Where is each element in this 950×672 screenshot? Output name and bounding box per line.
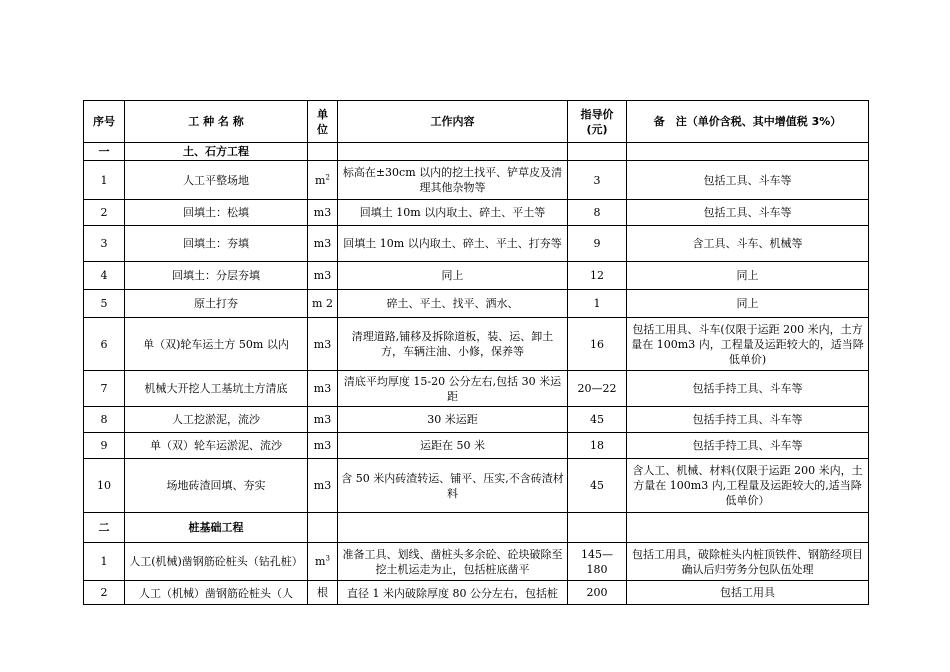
cell-name: 单（双)轮车运土方 50m 以内 [125, 318, 308, 371]
cell-name: 原土打夯 [125, 290, 308, 318]
cell-note: 含人工、机械、材料(仅限于运距 200 米内，土方量在 100m3 内,工程量及运距较大的,适当降低单价） [627, 459, 869, 513]
cell-name: 单（双）轮车运淤泥、流沙 [125, 433, 308, 459]
cell-seq: 4 [84, 262, 125, 290]
header-seq: 序号 [84, 101, 125, 143]
cell-note: 包括手持工具、斗车等 [627, 433, 869, 459]
cell-name: 人工（机械）凿钢筋砼桩头（人 [125, 581, 308, 605]
cell-content: 标高在±30cm 以内的挖土找平、铲草皮及清理其他杂物等 [338, 161, 568, 200]
table-row [84, 433, 869, 459]
section-num: 二 [84, 513, 125, 543]
table-row [84, 200, 869, 226]
section-title: 土、石方工程 [125, 143, 308, 161]
cell-name: 回填土：夯填 [125, 226, 308, 262]
cell-unit: m3 [308, 200, 338, 226]
cell-content: 直径 1 米内破除厚度 80 公分左右，包括桩 [338, 581, 568, 605]
table-row [84, 459, 869, 513]
cell-note: 含工具、斗车、机械等 [627, 226, 869, 262]
cell-unit: $m^3$ [308, 543, 338, 581]
cell-note: 包括工用具、斗车(仅限于运距 200 米内，土方量在 100m3 内，工程量及运距较大的，适当降低单价) [627, 318, 869, 371]
cell-content: 同上 [338, 262, 568, 290]
price-table-sheet [83, 100, 868, 605]
table-row [84, 318, 869, 371]
cell-note: 包括工具、斗车等 [627, 161, 869, 200]
cell-note: 包括工用具 [627, 581, 869, 605]
table-row [84, 543, 869, 581]
cell-name: 人工(机械)凿钢筋砼桩头（钻孔桩） [125, 543, 308, 581]
cell-unit: $m^2$ [308, 161, 338, 200]
cell-name: 人工平整场地 [125, 161, 308, 200]
cell-price: 145—180 [568, 543, 627, 581]
cell-note: 包括手持工具、斗车等 [627, 407, 869, 433]
cell-content: 30 米运距 [338, 407, 568, 433]
header-row [84, 101, 869, 143]
cell-price: 18 [568, 433, 627, 459]
cell-seq: 2 [84, 200, 125, 226]
cell-unit: m3 [308, 226, 338, 262]
table-row [84, 290, 869, 318]
cell-content: 回填土 10m 以内取土、碎土、平土、打夯等 [338, 226, 568, 262]
cell-unit: m3 [308, 371, 338, 407]
cell-seq: 5 [84, 290, 125, 318]
cell-price: 9 [568, 226, 627, 262]
table-row [84, 226, 869, 262]
cell-name: 回填土：分层夯填 [125, 262, 308, 290]
cell-price: 3 [568, 161, 627, 200]
cell-name: 场地砖渣回填、夯实 [125, 459, 308, 513]
cell-seq: 6 [84, 318, 125, 371]
cell-name: 人工挖淤泥，流沙 [125, 407, 308, 433]
cell-note: 包括手持工具、斗车等 [627, 371, 869, 407]
cell-seq: 2 [84, 581, 125, 605]
header-note: 备 注（单价含税、其中增值税 3%） [627, 101, 869, 143]
cell-price: 8 [568, 200, 627, 226]
cell-seq: 8 [84, 407, 125, 433]
cell-unit: m3 [308, 262, 338, 290]
cell-content: 回填土 10m 以内取土、碎土、平土等 [338, 200, 568, 226]
section-row-pile [84, 513, 869, 543]
header-content: 工作内容 [338, 101, 568, 143]
cell-price: 45 [568, 407, 627, 433]
header-unit: 单 位 [308, 101, 338, 143]
cell-price: 45 [568, 459, 627, 513]
cell-content: 碎土、平土、找平、洒水、 [338, 290, 568, 318]
table-row [84, 161, 869, 200]
cell-unit: m3 [308, 318, 338, 371]
cell-content: 运距在 50 米 [338, 433, 568, 459]
cell-price: 16 [568, 318, 627, 371]
cell-content: 清理道路,铺移及拆除道板，装、运、卸土方，车辆注油、小修，保养等 [338, 318, 568, 371]
cell-price: 200 [568, 581, 627, 605]
cell-note: 包括工用具，破除桩头内桩顶铁件、钢筋经项目确认后归劳务分包队伍处理 [627, 543, 869, 581]
cell-name: 机械大开挖人工基坑土方清底 [125, 371, 308, 407]
cell-price: 20—22 [568, 371, 627, 407]
cell-content: 准备工具、划线、凿桩头多余砼、砼块破除至挖土机运走为止，包括桩底凿平 [338, 543, 568, 581]
cell-unit: 根 [308, 581, 338, 605]
cell-seq: 3 [84, 226, 125, 262]
header-name: 工 种 名 称 [125, 101, 308, 143]
cell-content: 含 50 米内砖渣转运、铺平、压实,不含砖渣材料 [338, 459, 568, 513]
cell-content: 清底平均厚度 15-20 公分左右,包括 30 米运距 [338, 371, 568, 407]
cell-name: 回填土：松填 [125, 200, 308, 226]
cell-seq: 9 [84, 433, 125, 459]
cell-seq: 10 [84, 459, 125, 513]
section-row-earth [84, 143, 869, 161]
cell-price: 1 [568, 290, 627, 318]
cell-note: 同上 [627, 262, 869, 290]
cell-seq: 7 [84, 371, 125, 407]
cell-unit: m3 [308, 459, 338, 513]
section-title: 桩基础工程 [125, 513, 308, 543]
cell-price: 12 [568, 262, 627, 290]
table-row [84, 581, 869, 605]
cell-unit: m 2 [308, 290, 338, 318]
cell-seq: 1 [84, 161, 125, 200]
cell-unit: m3 [308, 407, 338, 433]
table-row [84, 262, 869, 290]
cell-note: 包括工具、斗车等 [627, 200, 869, 226]
table-row [84, 371, 869, 407]
cell-note: 同上 [627, 290, 869, 318]
cell-seq: 1 [84, 543, 125, 581]
price-table [83, 100, 869, 605]
cell-unit: m3 [308, 433, 338, 459]
section-num: 一 [84, 143, 125, 161]
table-row [84, 407, 869, 433]
header-price: 指导价 (元) [568, 101, 627, 143]
